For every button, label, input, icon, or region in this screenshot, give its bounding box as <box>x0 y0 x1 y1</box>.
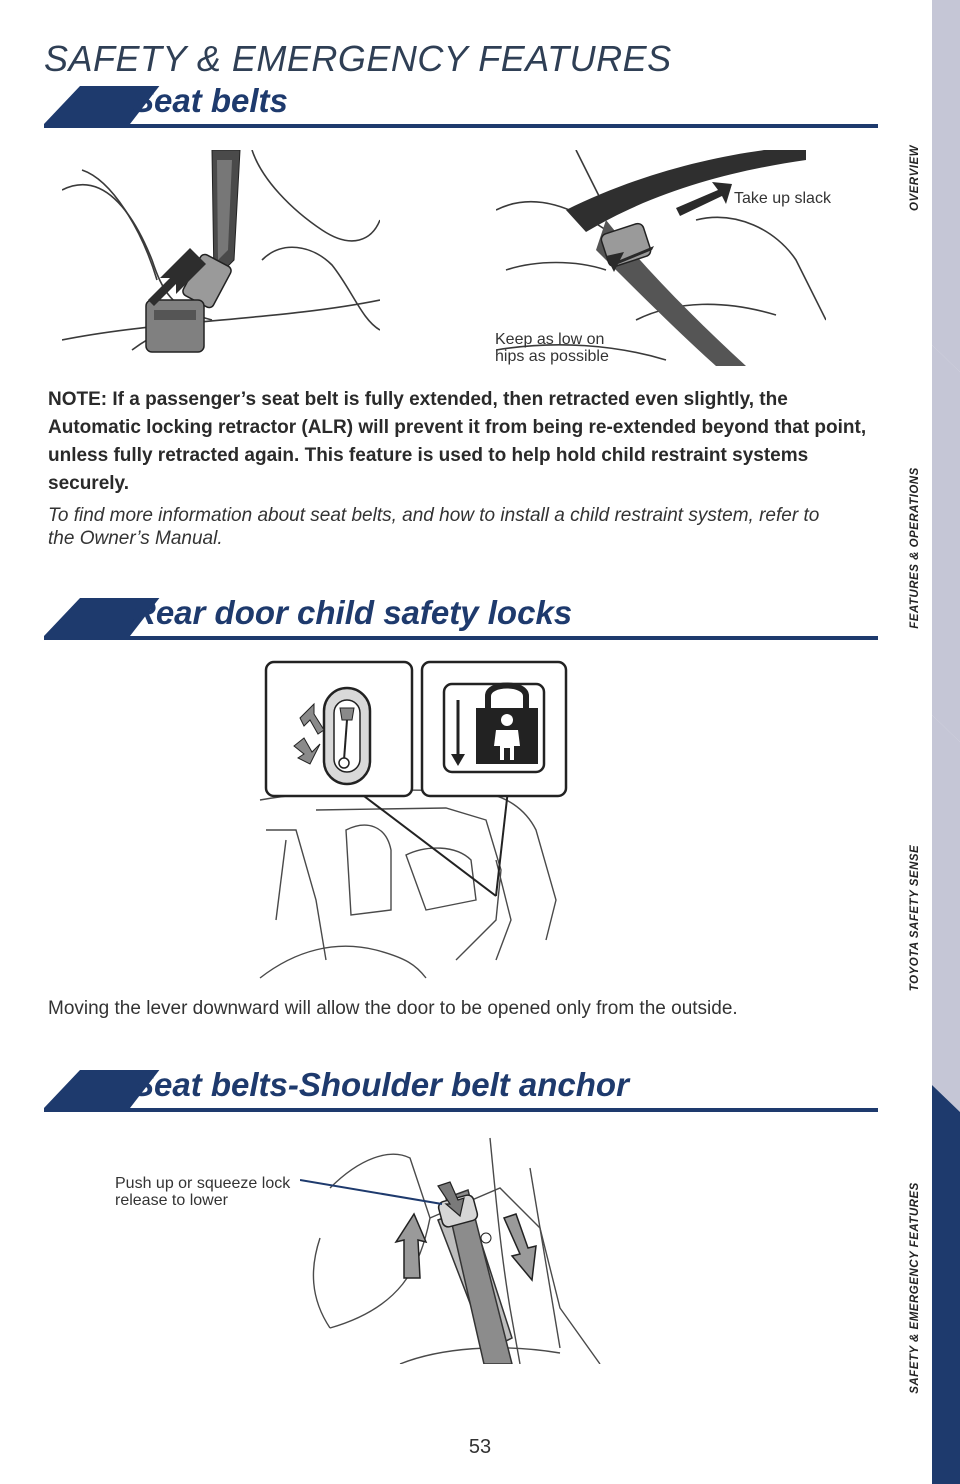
page-number: 53 <box>468 1436 492 1458</box>
side-nav <box>932 0 960 1484</box>
section-title-seat-belts: Seat belts <box>132 82 288 119</box>
child-lock-illustration <box>256 660 576 980</box>
side-nav-tab-safety-sense-bg <box>932 715 960 1112</box>
side-nav-tab-toyota-safety-sense[interactable]: TOYOTA SAFETY SENSE <box>909 844 921 992</box>
chapter-title: SAFETY & EMERGENCY FEATURES <box>44 38 672 79</box>
section-title-child-locks: Rear door child safety locks <box>132 594 573 631</box>
callout-keep-low-line1: Keep as low on <box>495 331 605 348</box>
callout-keep-low <box>495 331 609 365</box>
side-nav-tab-safety-emergency[interactable]: SAFETY & EMERGENCY FEATURES <box>909 1182 921 1394</box>
side-nav-tab-emergency-bg <box>932 1085 960 1484</box>
section-header-shoulder-anchor <box>44 1064 878 1114</box>
section-title-shoulder-anchor: Seat belts-Shoulder belt anchor <box>132 1066 629 1103</box>
side-nav-tab-features-operations[interactable]: FEATURES & OPERATIONS <box>909 467 921 629</box>
seat-belt-more-info: To find more information about seat belts, and how to install a child restraint system, refer to the Owner’s Manual. <box>48 505 820 549</box>
shoulder-anchor-illustration <box>300 1128 620 1364</box>
callout-push-up-line1: Push up or squeeze lock <box>115 1175 291 1192</box>
section-header-child-locks <box>44 592 878 642</box>
seat-belt-note: NOTE: If a passenger’s seat belt is fully extended, then retracted even slightly, the Automatic locking retractor (ALR) will prevent it from being re-extended beyond that point, unless fully retracted again. This feature is used to help hold child restraint systems securely. <box>48 389 867 494</box>
callout-push-up-line2: release to lower <box>115 1192 228 1209</box>
child-lock-description: Moving the lever downward will allow the door to be opened only from the outside. <box>48 998 738 1019</box>
side-nav-tab-features-bg <box>932 345 960 742</box>
side-nav-tab-overview-bg <box>932 0 960 372</box>
callout-take-up-slack: Take up slack <box>734 190 831 207</box>
seat-belt-fasten-illustration <box>62 150 380 366</box>
section-header-seat-belts <box>44 80 878 130</box>
side-nav-tab-overview[interactable]: OVERVIEW <box>909 145 921 211</box>
callout-keep-low-line2: hips as possible <box>495 348 609 365</box>
callout-push-up-lock <box>115 1175 290 1209</box>
